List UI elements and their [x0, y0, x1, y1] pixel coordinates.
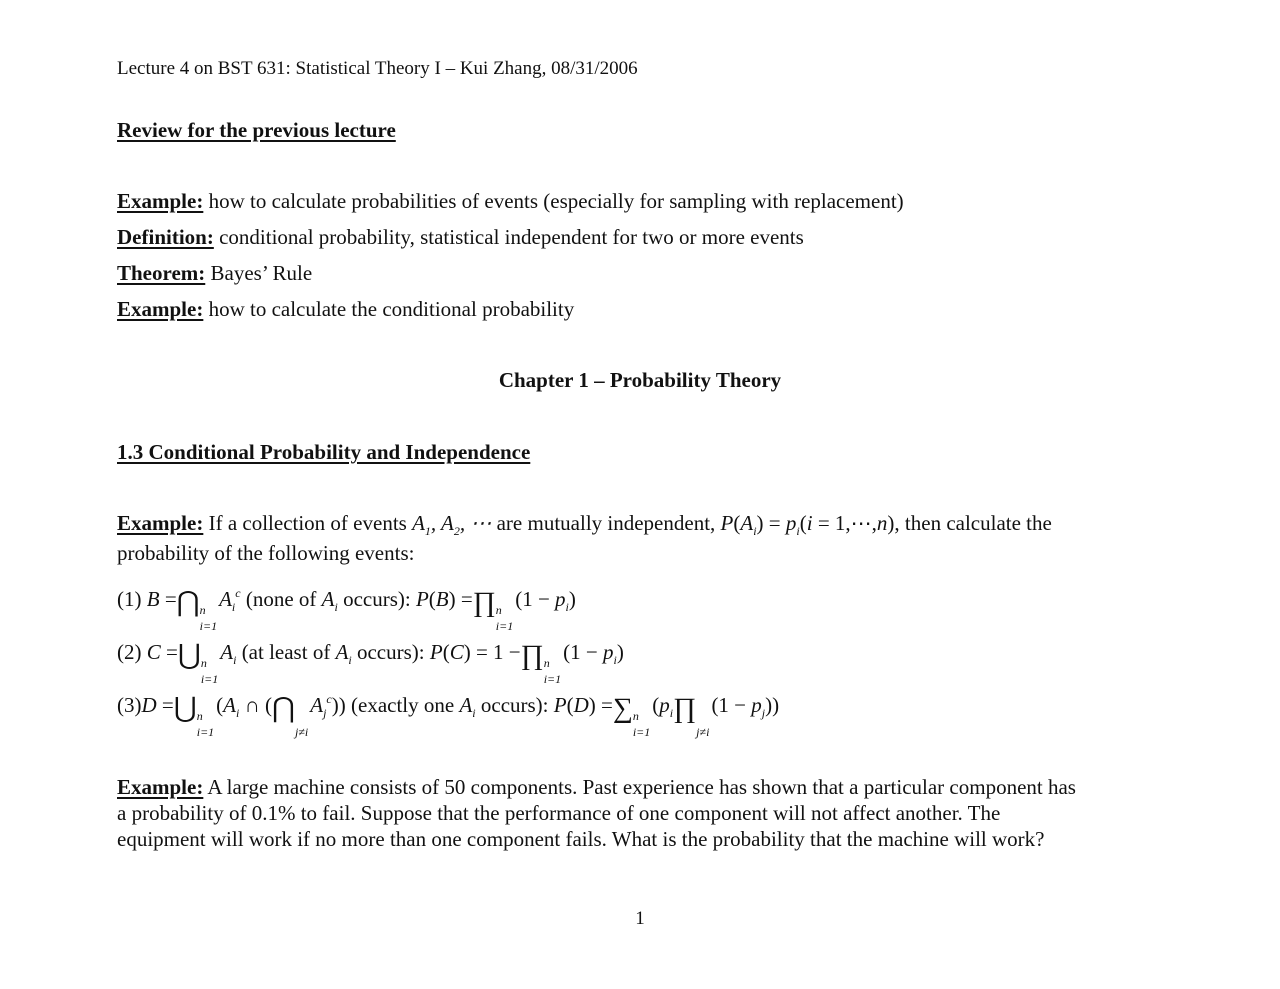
review-item: Example: how to calculate probabilities of events (especially for sampling with replacement) [117, 189, 904, 213]
example2-line2: a probability of 0.1% to fail. Suppose that the performance of one component will not affect another. The [117, 801, 1001, 825]
example2-line1: Example: A large machine consists of 50 components. Past experience has shown that a particular component has [117, 775, 1076, 799]
chapter-title: Chapter 1 – Probability Theory [498, 368, 782, 392]
event-item-2: (2) C =⋃ n i=1 $A_i$ (at least of $A_i$ occurs): P(C) = 1 −∏ n i=1 $(1 - p_i)$ [117, 640, 624, 686]
event-item-3: (3)D =⋃ n i=1 ($A_i$ ∩ (⋂ j≠i $A_j^c$)) (exactly one $A_i$ occurs): P(D) =∑ n i=1 ($p_i\prod$ j≠i $(1 - p_j)$) [117, 692, 780, 739]
review-item: Theorem: Bayes’ Rule [117, 261, 313, 285]
example2-line3: equipment will work if no more than one component fails. What is the probability that the machine will work? [117, 827, 1045, 851]
review-heading: Review for the previous lecture [117, 118, 396, 142]
page-header: Lecture 4 on BST 631: Statistical Theory I – Kui Zhang, 08/31/2006 [117, 58, 638, 79]
page-number: 1 [635, 908, 645, 929]
section-heading: 1.3 Conditional Probability and Independence [117, 440, 531, 464]
example1-line2: probability of the following events: [117, 541, 415, 565]
prob-formula: P [720, 511, 734, 535]
events-formula: $A_1$, $A_2$, ⋯ [412, 511, 492, 538]
example1-intro: Example: If a collection of events $A_1$, $A_2$, ⋯ are mutually independent, $P(A_i) = p_i(i$ = 1,⋯,n), then calculate the [117, 511, 1052, 538]
event-item-1: (1) B =⋂ n i=1 $A_i^c$ (none of $A_i$ occurs): P(B) =∏ n i=1 $(1 - p_i)$ [117, 586, 576, 633]
review-item: Definition: conditional probability, statistical independent for two or more events [117, 225, 804, 249]
review-item: Example: how to calculate the conditional probability [117, 297, 575, 321]
